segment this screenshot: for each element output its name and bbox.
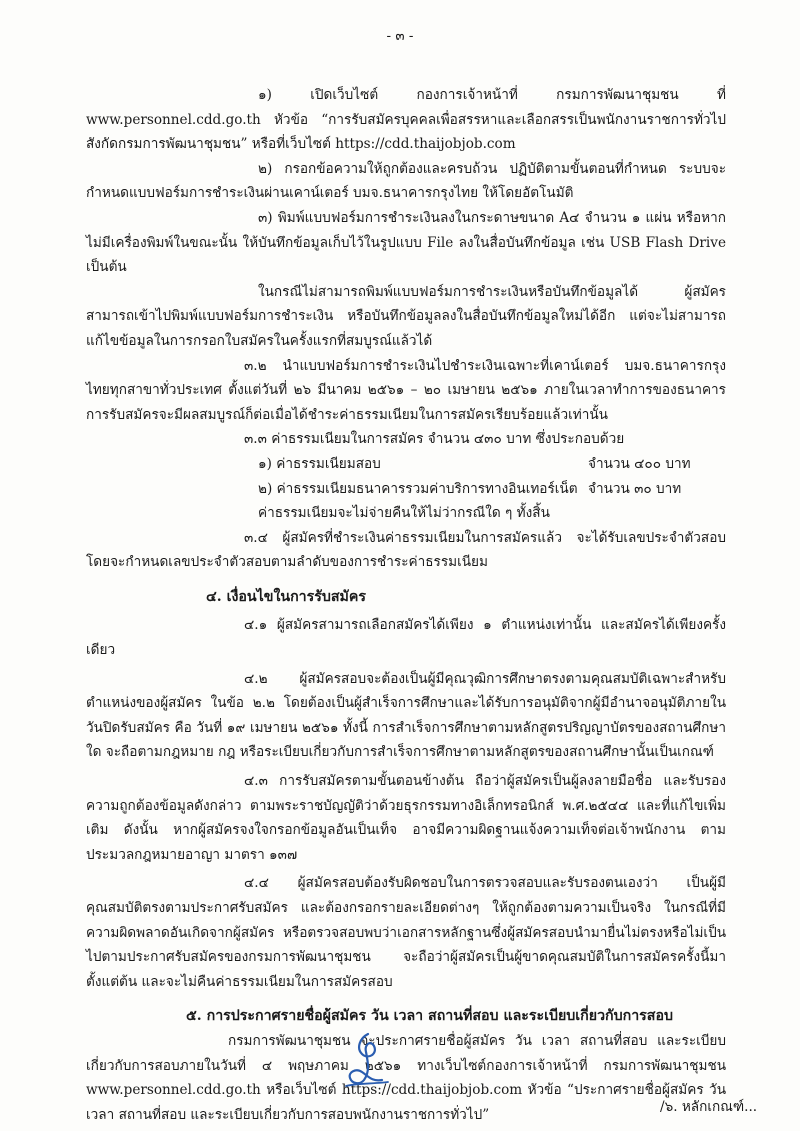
continuation-marker: /๖. หลักเกณฑ์... [660, 1099, 758, 1115]
page-number: - ๓ - [386, 28, 414, 44]
signature-mark [338, 1028, 394, 1090]
document-body [86, 83, 726, 1127]
paragraph-4-3: ๔.๓ การรับสมัครตามขั้นตอนข้างต้น ถือว่าผู้สมัครเป็นผู้ลงลายมือชื่อ และรับรองความถูกต้องข้อมูลดังกล่าว ตามพระราชบัญญัติว่าด้วยธุรกรรมทางอิเล็กทรอนิกส์ พ.ศ.๒๕๔๔ และที่แก้ไขเพิ่มเติม ดังนั้น หากผู้สมัครจงใจกรอกข้อมูลอันเป็นเท็จ อาจมีความผิดฐานแจ้งความเท็จต่อเจ้าพนักงาน ตามประมวลกฎหมายอาญา มาตรา ๑๓๗ [86, 773, 726, 863]
paragraph-5: กรมการพัฒนาชุมชน จะประกาศรายชื่อผู้สมัคร วัน เวลา สถานที่สอบ และระเบียบเกี่ยวกับการสอบภายในวันที่ ๔ พฤษภาคม ๒๕๖๑ ทางเว็บไซต์กองการเจ้าหน้าที่ กรมการพัฒนาชุมชน www.personnel.cdd.go.th หรือเว็บไซต์ https://cdd.thaijobjob.com หัวข้อ “ประกาศรายชื่อผู้สมัคร วันเวลา สถานที่สอบ และระเบียบเกี่ยวกับการสอบพนักงานราชการทั่วไป” [86, 1032, 726, 1123]
paragraph-step-3: ๓) พิมพ์แบบฟอร์มการชำระเงินลงในกระดาษขนาด A๔ จำนวน ๑ แผ่น หรือหากไม่มีเครื่องพิมพ์ในขณะนั้น ให้บันทึกข้อมูลเก็บไว้ในรูปแบบ File ลงในสื่อบันทึกข้อมูล เช่น USB Flash Drive เป็นต้น [86, 209, 726, 276]
paragraph-3-2: ๓.๒ นำแบบฟอร์มการชำระเงินไปชำระเงินเฉพาะที่เคาน์เตอร์ บมจ.ธนาคารกรุงไทยทุกสาขาทั่วประเทศ ตั้งแต่วันที่ ๒๖ มีนาคม ๒๕๖๑ – ๒๐ เมษายน ๒๕๖๑ ภายในเวลาทำการของธนาคาร การรับสมัครจะมีผลสมบูรณ์ก็ต่อเมื่อได้ชำระค่าธรรมเนียมในการสมัครเรียบร้อยแล้วเท่านั้น [86, 357, 726, 423]
paragraph-3-3: ๓.๓ ค่าธรรมเนียมในการสมัคร จำนวน ๔๓๐ บาท ซึ่งประกอบด้วย [244, 431, 625, 448]
paragraph-step-3-note: ในกรณีไม่สามารถพิมพ์แบบฟอร์มการชำระเงินหรือบันทึกข้อมูลได้ ผู้สมัครสามารถเข้าไปพิมพ์แบบฟอร์มการชำระเงิน หรือบันทึกข้อมูลลงในสื่อบันทึกข้อมูลใหม่ได้อีก แต่จะไม่สามารถแก้ไขข้อมูลในการกรอกใบสมัครในครั้งแรกที่สมบูรณ์แล้วได้ [86, 283, 726, 349]
paragraph-4-2: ๔.๒ ผู้สมัครสอบจะต้องเป็นผู้มีคุณวุฒิการศึกษาตรงตามคุณสมบัติเฉพาะสำหรับตำแหน่งของผู้สมัคร ในข้อ ๒.๒ โดยต้องเป็นผู้สำเร็จการศึกษาและได้รับการอนุมัติจากผู้มีอำนาจอนุมัติภายในวันปิดรับสมัคร คือ วันที่ ๑๙ เมษายน ๒๕๖๑ ทั้งนี้ การสำเร็จการศึกษาตามหลักสูตรปริญญาบัตรของสถานศึกษาใด จะถือตามกฎหมาย กฎ หรือระเบียบเกี่ยวกับการสำเร็จการศึกษาตามหลักสูตรของสถานศึกษานั้นเป็นเกณฑ์ [86, 670, 726, 761]
fee-row-exam [86, 452, 726, 477]
fee-label: ๑) ค่าธรรมเนียมสอบ [258, 455, 381, 472]
fee-amount: จำนวน ๔๐๐ บาท [588, 455, 691, 472]
paragraph-step-2: ๒) กรอกข้อความให้ถูกต้องและครบถ้วน ปฏิบัติตามขั้นตอนที่กำหนด ระบบจะกำหนดแบบฟอร์มการชำระเงินผ่านเคาน์เตอร์ บมจ.ธนาคารกรุงไทย ให้โดยอัตโนมัติ [86, 160, 726, 202]
fee-amount: จำนวน ๓๐ บาท [588, 480, 682, 497]
section-heading-4: ๔. เงื่อนไขในการรับสมัคร [206, 588, 366, 605]
fee-note: ค่าธรรมเนียมจะไม่จ่ายคืนให้ไม่ว่ากรณีใด ๆ ทั้งสิ้น [258, 505, 550, 522]
fee-row-bank [86, 477, 726, 502]
paragraph-4-4: ๔.๔ ผู้สมัครสอบต้องรับผิดชอบในการตรวจสอบและรับรองตนเองว่า เป็นผู้มีคุณสมบัติตรงตามประกาศรับสมัคร และต้องกรอกรายละเอียดต่างๆ ให้ถูกต้องตามความเป็นจริง ในกรณีที่มีความผิดพลาดอันเกิดจากผู้สมัคร หรือตรวจสอบพบว่าเอกสารหลักฐานซึ่งผู้สมัครสอบนำมายื่นไม่ตรงหรือไม่เป็นไปตามประกาศรับสมัครของกรมการพัฒนาชุมชน จะถือว่าผู้สมัครเป็นผู้ขาดคุณสมบัติในการสมัครครั้งนี้มาตั้งแต่ต้น และจะไม่คืนค่าธรรมเนียมในการสมัครสอบ [86, 875, 726, 990]
paragraph-4-1: ๔.๑ ผู้สมัครสามารถเลือกสมัครได้เพียง ๑ ตำแหน่งเท่านั้น และสมัครได้เพียงครั้งเดียว [86, 617, 726, 659]
section-heading-5: ๕. การประกาศรายชื่อผู้สมัคร วัน เวลา สถานที่สอบ และระเบียบเกี่ยวกับการสอบ [186, 1008, 673, 1025]
fee-label: ๒) ค่าธรรมเนียมธนาคารรวมค่าบริการทางอินเทอร์เน็ต [258, 480, 578, 497]
paragraph-step-1: ๑) เปิดเว็บไซต์ กองการเจ้าหน้าที่ กรมการพัฒนาชุมชน ที่ www.personnel.cdd.go.th หัวข้อ “การรับสมัครบุคคลเพื่อสรรหาและเลือกสรรเป็นพนักงานราชการทั่วไป สังกัดกรมการพัฒนาชุมชน” หรือที่เว็บไซต์ https://cdd.thaijobjob.com [86, 87, 726, 153]
paragraph-3-4: ๓.๔ ผู้สมัครที่ชำระเงินค่าธรรมเนียมในการสมัครแล้ว จะได้รับเลขประจำตัวสอบ โดยจะกำหนดเลขประจำตัวสอบตามลำดับของการชำระค่าธรรมเนียม [86, 529, 726, 571]
